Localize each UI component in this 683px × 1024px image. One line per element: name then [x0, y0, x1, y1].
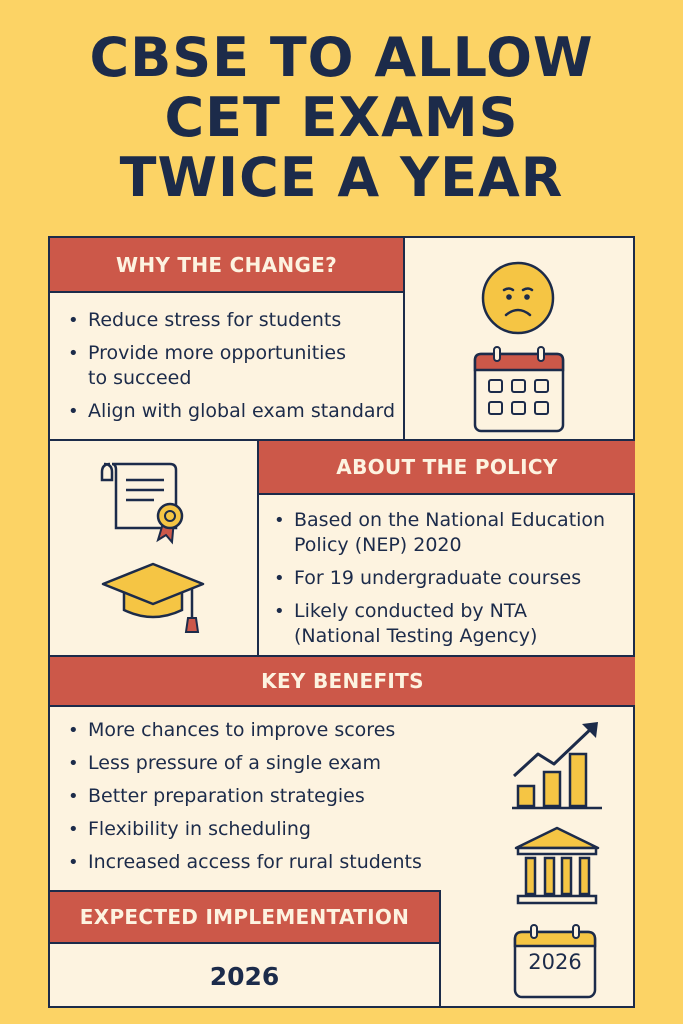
list-item: • Likely conducted by NTA (National Testing Agency) — [272, 599, 562, 649]
infographic-panel — [48, 236, 635, 1008]
page-title — [0, 28, 683, 208]
calendar-icon — [472, 346, 566, 434]
list-item: • Better preparation strategies — [66, 784, 466, 809]
list-item: • For 19 undergraduate courses — [272, 566, 632, 591]
list-item: • Reduce stress for students — [66, 308, 396, 333]
institution-icon — [512, 824, 602, 912]
sad-face-icon — [480, 260, 556, 336]
certificate-icon — [98, 458, 194, 550]
policy-heading: ABOUT THE POLICY — [259, 441, 635, 495]
benefits-list — [66, 718, 466, 875]
list-item: • Increased access for rural students — [66, 850, 466, 875]
title-line-1: CBSE TO ALLOW — [89, 26, 594, 89]
policy-list — [272, 508, 632, 649]
list-item: • Based on the National Education Policy (NEP) 2020 — [272, 508, 632, 558]
implementation-year: 2026 — [209, 961, 280, 991]
title-line-2: CET EXAMS — [164, 86, 519, 149]
benefits-heading: KEY BENEFITS — [50, 655, 635, 707]
why-list — [66, 308, 396, 424]
graduation-cap-icon — [100, 560, 206, 636]
why-heading: WHY THE CHANGE? — [50, 238, 405, 293]
list-item: • Less pressure of a single exam — [66, 751, 466, 776]
implementation-heading: EXPECTED IMPLEMENTATION — [50, 890, 441, 944]
title-line-3: TWICE A YEAR — [119, 146, 564, 209]
list-item: • Align with global exam standard — [66, 399, 396, 424]
list-item: • Flexibility in scheduling — [66, 817, 466, 842]
calendar-year-label: 2026 — [528, 950, 582, 974]
calendar-2026-icon — [512, 924, 598, 1000]
growth-chart-icon — [510, 718, 606, 812]
list-item: • Provide more opportunities to succeed — [66, 341, 356, 391]
list-item: • More chances to improve scores — [66, 718, 466, 743]
